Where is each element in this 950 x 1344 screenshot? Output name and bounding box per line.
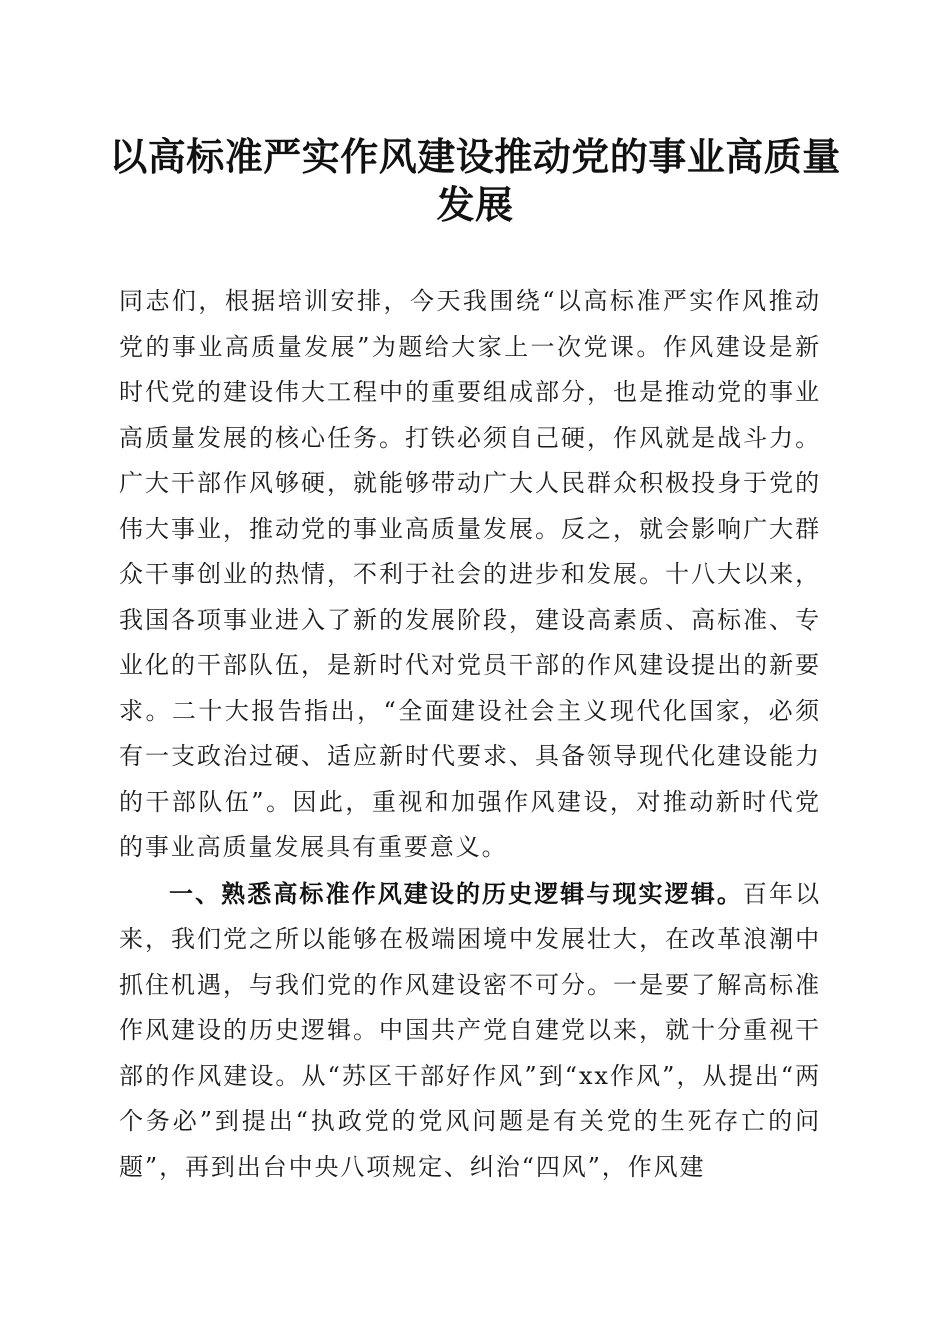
section-text: 百年以来，我们党之所以能够在极端困境中发展壮大，在改革浪潮中抓住机遇，与我们党的作风建设密不可分。一是要了解高标准作风建设的历史逻辑。中国共产党自建党以来，就十分重视干部的作风建设。从“苏区干部好作风”到“xx作风”，从提出“两个务必”到提出“执政党的党风问题是有关党的生死存亡的问题”，再到出台中央八项规定、纠治“四风”，作风建 [119,879,821,1181]
section-heading: 一、熟悉高标准作风建设的历史逻辑与现实逻辑。 [169,878,743,908]
opening-paragraph: 同志们，根据培训安排，今天我围绕“以高标准严实作风推动党的事业高质量发展”为题给大家上一次党课。作风建设是新时代党的建设伟大工程中的重要组成部分，也是推动党的事业高质量发展的核心任务。打铁必须自己硬，作风就是战斗力。广大干部作风够硬，就能够带动广大人民群众积极投身于党的伟大事业，推动党的事业高质量发展。反之，就会影响广大群众干事创业的热情，不利于社会的进步和发展。十八大以来，我国各项事业进入了新的发展阶段，建设高素质、高标准、专业化的干部队伍，是新时代对党员干部的作风建设提出的新要求。二十大报告指出，“全面建设社会主义现代化国家，必须有一支政治过硬、适应新时代要求、具备领导现代化建设能力的干部队伍”。因此，重视和加强作风建设，对推动新时代党的事业高质量发展具有重要意义。 [119,287,821,861]
section-paragraph [119,871,821,1191]
document-title: 以高标准严实作风建设推动党的事业高质量发展 [109,134,841,227]
document-body [119,279,821,1190]
